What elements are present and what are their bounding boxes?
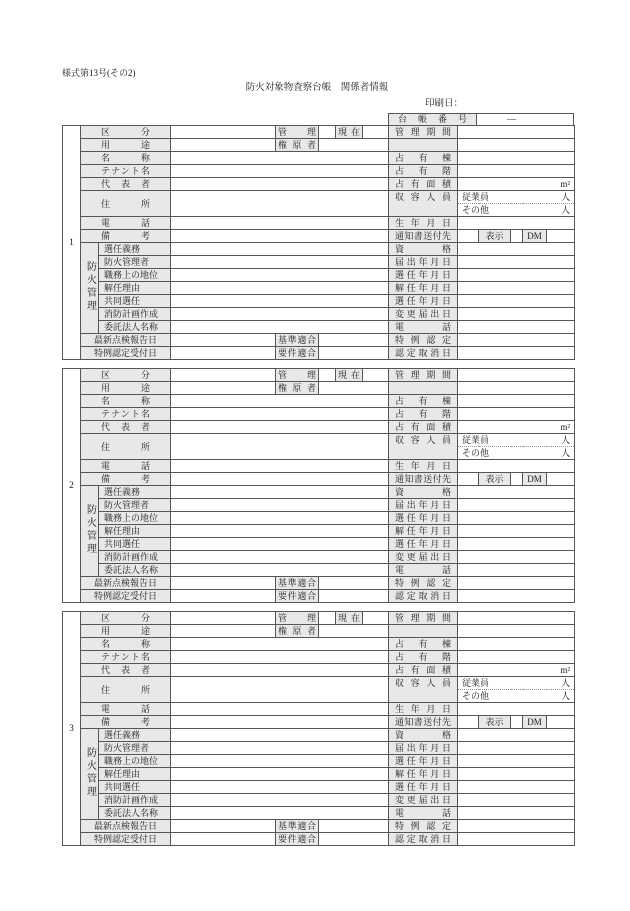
- fire-prevention-management-group: [81, 243, 99, 334]
- block-number: 3: [63, 612, 81, 846]
- others-label: その他: [462, 205, 490, 215]
- remarks-value: [171, 716, 389, 729]
- management-label: 管 理: [276, 612, 319, 625]
- phone-value: [171, 460, 389, 473]
- dismissal-reason-value: [171, 525, 389, 538]
- name-value: [171, 638, 389, 651]
- dismissal-reason-value: [171, 282, 389, 295]
- contractor-phone-value: [458, 807, 575, 820]
- dm-label: DM: [523, 230, 547, 243]
- change-notification-date-label: 変更届出日: [389, 308, 458, 321]
- dismissal-reason-label: 解任理由: [99, 525, 171, 538]
- party-block: [62, 368, 575, 603]
- display-label: 表示: [479, 473, 511, 486]
- party-blocks: [62, 125, 574, 854]
- dm-value: [547, 230, 575, 243]
- management-label: 管 理: [276, 126, 319, 139]
- joint-appointment-date-value: [458, 295, 575, 308]
- blank-value: [458, 139, 575, 152]
- dm-value: [547, 716, 575, 729]
- occupied-area-label: 占 有 面 積: [389, 664, 458, 677]
- fire-plan-creation-label: 消防計画作成: [99, 794, 171, 807]
- contractor-name-label: 委託法人名称: [99, 321, 171, 334]
- person-unit: 人: [561, 192, 571, 202]
- representative-label: 代 表 者: [81, 178, 171, 191]
- display-value: [511, 716, 523, 729]
- contractor-phone-label: 電 話: [389, 321, 458, 334]
- fire-prevention-management-label: 防火管理: [84, 746, 96, 799]
- qualification-label: 資 格: [389, 729, 458, 742]
- joint-appointment-label: 共同選任: [99, 781, 171, 794]
- area-unit: m²: [560, 665, 571, 675]
- qualification-label: 資 格: [389, 486, 458, 499]
- appointment-date-label: 選任年月日: [389, 512, 458, 525]
- capacity-others-value: [458, 690, 575, 703]
- fire-prevention-manager-label: 防火管理者: [99, 256, 171, 269]
- use-value: [171, 139, 276, 152]
- name-label: 名 称: [81, 395, 171, 408]
- tenant-name-label: テナント名: [81, 408, 171, 421]
- tenant-name-label: テナント名: [81, 651, 171, 664]
- cert-revocation-date-label: 認定取消日: [389, 833, 458, 846]
- dm-label: DM: [523, 473, 547, 486]
- remarks-label: 備 考: [81, 473, 171, 486]
- use-value: [171, 625, 276, 638]
- capacity-label: 収 容 人 員: [389, 191, 458, 217]
- change-notification-date-value: [458, 308, 575, 321]
- latest-inspection-date-label: 最新点検報告日: [81, 334, 171, 347]
- job-position-value: [171, 755, 389, 768]
- tenant-name-value: [171, 165, 389, 178]
- occupied-building-label: 占 有 棟: [389, 638, 458, 651]
- appointment-date-label: 選任年月日: [389, 269, 458, 282]
- display-value: [511, 473, 523, 486]
- qualification-value: [458, 486, 575, 499]
- contractor-name-value: [171, 564, 389, 577]
- category-label: 区 分: [81, 612, 171, 625]
- address-value: [171, 434, 389, 460]
- current-value: [363, 126, 389, 139]
- special-certification-value: [458, 820, 575, 833]
- notice-destination-label: 通知書送付先: [389, 230, 458, 243]
- use-label: 用 途: [81, 382, 171, 395]
- appointment-duty-value: [171, 243, 389, 256]
- fire-prevention-manager-value: [171, 742, 389, 755]
- latest-inspection-date-value: [171, 820, 276, 833]
- blank-value: [458, 625, 575, 638]
- ledger-number-value: —: [477, 114, 574, 126]
- others-label: その他: [462, 691, 490, 701]
- phone-label: 電 話: [81, 460, 171, 473]
- latest-inspection-date-label: 最新点検報告日: [81, 577, 171, 590]
- appointment-date-value: [458, 512, 575, 525]
- joint-appointment-value: [171, 295, 389, 308]
- address-label: 住 所: [81, 434, 171, 460]
- fire-prevention-manager-value: [171, 499, 389, 512]
- dismissal-date-value: [458, 525, 575, 538]
- display-label: 表示: [479, 230, 511, 243]
- title-holder-label: 権原者: [276, 625, 319, 638]
- current-label: 現在: [336, 369, 363, 382]
- dismissal-reason-label: 解任理由: [99, 768, 171, 781]
- joint-appointment-label: 共同選任: [99, 295, 171, 308]
- area-unit: m²: [560, 422, 571, 432]
- special-certification-label: 特 例 認 定: [389, 334, 458, 347]
- occupied-area-label: 占 有 面 積: [389, 421, 458, 434]
- dm-label: DM: [523, 716, 547, 729]
- cert-revocation-date-value: [458, 833, 575, 846]
- capacity-employees-value: [458, 191, 575, 204]
- birth-date-value: [458, 460, 575, 473]
- qualification-value: [458, 729, 575, 742]
- occupied-building-label: 占 有 棟: [389, 395, 458, 408]
- appointment-duty-label: 選任義務: [99, 243, 171, 256]
- management-value: [319, 612, 336, 625]
- person-unit: 人: [561, 678, 571, 688]
- current-label: 現在: [336, 126, 363, 139]
- special-certification-value: [458, 577, 575, 590]
- contractor-phone-label: 電 話: [389, 564, 458, 577]
- person-unit: 人: [561, 435, 571, 445]
- cert-revocation-date-label: 認定取消日: [389, 590, 458, 603]
- tenant-name-value: [171, 408, 389, 421]
- blank-value: [458, 382, 575, 395]
- notification-date-label: 届出年月日: [389, 256, 458, 269]
- special-cert-receipt-date-label: 特例認定受付日: [81, 590, 171, 603]
- display-label: 表示: [479, 716, 511, 729]
- capacity-others-value: [458, 204, 575, 217]
- occupied-floor-label: 占 有 階: [389, 651, 458, 664]
- special-cert-receipt-date-value: [171, 347, 276, 360]
- management-label: 管 理: [276, 369, 319, 382]
- title-holder-value: [319, 139, 389, 152]
- name-value: [171, 152, 389, 165]
- contractor-name-value: [171, 321, 389, 334]
- special-cert-receipt-date-value: [171, 590, 276, 603]
- title-holder-label: 権原者: [276, 139, 319, 152]
- latest-inspection-date-value: [171, 577, 276, 590]
- standard-compliance-value: [319, 334, 389, 347]
- blank-label: [389, 625, 458, 638]
- management-period-value: [458, 369, 575, 382]
- notification-date-value: [458, 742, 575, 755]
- management-period-label: 管 理 期 間: [389, 369, 458, 382]
- blank-label: [389, 382, 458, 395]
- birth-date-label: 生 年 月 日: [389, 703, 458, 716]
- occupied-building-label: 占 有 棟: [389, 152, 458, 165]
- special-cert-receipt-date-value: [171, 833, 276, 846]
- phone-value: [171, 703, 389, 716]
- print-date-label: 印刷日：: [425, 99, 464, 109]
- notification-date-label: 届出年月日: [389, 742, 458, 755]
- address-label: 住 所: [81, 191, 171, 217]
- qualification-label: 資 格: [389, 243, 458, 256]
- name-value: [171, 395, 389, 408]
- representative-label: 代 表 者: [81, 421, 171, 434]
- person-unit: 人: [561, 205, 571, 215]
- notice-destination-value: [458, 716, 479, 729]
- change-notification-date-label: 変更届出日: [389, 794, 458, 807]
- management-value: [319, 126, 336, 139]
- use-value: [171, 382, 276, 395]
- latest-inspection-date-label: 最新点検報告日: [81, 820, 171, 833]
- occupied-building-value: [458, 395, 575, 408]
- birth-date-value: [458, 217, 575, 230]
- page-title: 防火対象物査察台帳 関係者情報: [245, 83, 389, 93]
- joint-appointment-date-value: [458, 781, 575, 794]
- party-block: [62, 125, 575, 360]
- special-certification-label: 特 例 認 定: [389, 820, 458, 833]
- appointment-date-label: 選任年月日: [389, 755, 458, 768]
- management-value: [319, 369, 336, 382]
- blank-label: [389, 139, 458, 152]
- fire-plan-creation-value: [171, 308, 389, 321]
- dismissal-reason-value: [171, 768, 389, 781]
- dismissal-date-label: 解任年月日: [389, 525, 458, 538]
- form-number: 様式第13号(その2): [62, 68, 136, 78]
- occupied-building-value: [458, 152, 575, 165]
- category-label: 区 分: [81, 369, 171, 382]
- capacity-label: 収 容 人 員: [389, 434, 458, 460]
- title-holder-label: 権原者: [276, 382, 319, 395]
- employees-label: 従業員: [462, 435, 490, 445]
- management-period-label: 管 理 期 間: [389, 126, 458, 139]
- title-holder-value: [319, 382, 389, 395]
- joint-appointment-date-label: 選任年月日: [389, 538, 458, 551]
- block-number: 1: [63, 126, 81, 360]
- capacity-employees-value: [458, 677, 575, 690]
- fire-plan-creation-value: [171, 794, 389, 807]
- capacity-others-value: [458, 447, 575, 460]
- standard-compliance-label: 基準適合: [276, 577, 319, 590]
- standard-compliance-label: 基準適合: [276, 820, 319, 833]
- contractor-phone-value: [458, 321, 575, 334]
- category-value: [171, 369, 276, 382]
- appointment-date-value: [458, 269, 575, 282]
- phone-label: 電 話: [81, 217, 171, 230]
- area-unit: m²: [560, 179, 571, 189]
- remarks-value: [171, 230, 389, 243]
- requirement-compliance-label: 要件適合: [276, 590, 319, 603]
- special-cert-receipt-date-label: 特例認定受付日: [81, 347, 171, 360]
- fire-prevention-management-label: 防火管理: [84, 260, 96, 313]
- contractor-name-value: [171, 807, 389, 820]
- fire-prevention-management-label: 防火管理: [84, 503, 96, 556]
- management-period-value: [458, 612, 575, 625]
- occupied-area-value: [458, 421, 575, 434]
- category-value: [171, 612, 276, 625]
- fire-prevention-management-group: [81, 486, 99, 577]
- capacity-label: 収 容 人 員: [389, 677, 458, 703]
- dismissal-date-value: [458, 282, 575, 295]
- special-certification-value: [458, 334, 575, 347]
- party-block: [62, 611, 575, 846]
- change-notification-date-value: [458, 551, 575, 564]
- ledger-number-label: 台帳番号: [389, 114, 477, 126]
- job-position-label: 職務上の地位: [99, 512, 171, 525]
- notice-destination-value: [458, 230, 479, 243]
- requirement-compliance-value: [319, 590, 389, 603]
- dismissal-date-value: [458, 768, 575, 781]
- appointment-duty-value: [171, 486, 389, 499]
- category-value: [171, 126, 276, 139]
- occupied-floor-label: 占 有 階: [389, 408, 458, 421]
- dm-value: [547, 473, 575, 486]
- current-label: 現在: [336, 612, 363, 625]
- change-notification-date-label: 変更届出日: [389, 551, 458, 564]
- notification-date-value: [458, 499, 575, 512]
- display-value: [511, 230, 523, 243]
- notification-date-value: [458, 256, 575, 269]
- employees-label: 従業員: [462, 678, 490, 688]
- contractor-phone-value: [458, 564, 575, 577]
- remarks-value: [171, 473, 389, 486]
- standard-compliance-value: [319, 820, 389, 833]
- notice-destination-label: 通知書送付先: [389, 473, 458, 486]
- representative-value: [171, 664, 389, 677]
- special-cert-receipt-date-label: 特例認定受付日: [81, 833, 171, 846]
- fire-plan-creation-label: 消防計画作成: [99, 308, 171, 321]
- occupied-building-value: [458, 638, 575, 651]
- latest-inspection-date-value: [171, 334, 276, 347]
- representative-value: [171, 421, 389, 434]
- requirement-compliance-value: [319, 833, 389, 846]
- fire-plan-creation-label: 消防計画作成: [99, 551, 171, 564]
- fire-prevention-manager-value: [171, 256, 389, 269]
- appointment-duty-value: [171, 729, 389, 742]
- dismissal-reason-label: 解任理由: [99, 282, 171, 295]
- change-notification-date-value: [458, 794, 575, 807]
- birth-date-value: [458, 703, 575, 716]
- contractor-name-label: 委託法人名称: [99, 807, 171, 820]
- occupied-floor-value: [458, 408, 575, 421]
- others-label: その他: [462, 448, 490, 458]
- occupied-floor-value: [458, 651, 575, 664]
- requirement-compliance-label: 要件適合: [276, 833, 319, 846]
- contractor-name-label: 委託法人名称: [99, 564, 171, 577]
- qualification-value: [458, 243, 575, 256]
- notice-destination-value: [458, 473, 479, 486]
- employees-label: 従業員: [462, 192, 490, 202]
- job-position-value: [171, 269, 389, 282]
- special-certification-label: 特 例 認 定: [389, 577, 458, 590]
- occupied-floor-label: 占 有 階: [389, 165, 458, 178]
- cert-revocation-date-value: [458, 590, 575, 603]
- joint-appointment-value: [171, 538, 389, 551]
- joint-appointment-date-label: 選任年月日: [389, 781, 458, 794]
- title-holder-value: [319, 625, 389, 638]
- job-position-label: 職務上の地位: [99, 269, 171, 282]
- appointment-duty-label: 選任義務: [99, 729, 171, 742]
- person-unit: 人: [561, 691, 571, 701]
- representative-label: 代 表 者: [81, 664, 171, 677]
- remarks-label: 備 考: [81, 716, 171, 729]
- representative-value: [171, 178, 389, 191]
- address-value: [171, 191, 389, 217]
- occupied-floor-value: [458, 165, 575, 178]
- current-value: [363, 369, 389, 382]
- cert-revocation-date-label: 認定取消日: [389, 347, 458, 360]
- phone-label: 電 話: [81, 703, 171, 716]
- joint-appointment-date-value: [458, 538, 575, 551]
- tenant-name-value: [171, 651, 389, 664]
- standard-compliance-label: 基準適合: [276, 334, 319, 347]
- standard-compliance-value: [319, 577, 389, 590]
- occupied-area-value: [458, 664, 575, 677]
- current-value: [363, 612, 389, 625]
- appointment-duty-label: 選任義務: [99, 486, 171, 499]
- name-label: 名 称: [81, 638, 171, 651]
- joint-appointment-label: 共同選任: [99, 538, 171, 551]
- joint-appointment-value: [171, 781, 389, 794]
- notification-date-label: 届出年月日: [389, 499, 458, 512]
- job-position-value: [171, 512, 389, 525]
- fire-prevention-management-group: [81, 729, 99, 820]
- dismissal-date-label: 解任年月日: [389, 768, 458, 781]
- requirement-compliance-value: [319, 347, 389, 360]
- name-label: 名 称: [81, 152, 171, 165]
- occupied-area-value: [458, 178, 575, 191]
- occupied-area-label: 占 有 面 積: [389, 178, 458, 191]
- appointment-date-value: [458, 755, 575, 768]
- contractor-phone-label: 電 話: [389, 807, 458, 820]
- birth-date-label: 生 年 月 日: [389, 460, 458, 473]
- notice-destination-label: 通知書送付先: [389, 716, 458, 729]
- block-number: 2: [63, 369, 81, 603]
- tenant-name-label: テナント名: [81, 165, 171, 178]
- category-label: 区 分: [81, 126, 171, 139]
- management-period-value: [458, 126, 575, 139]
- fire-prevention-manager-label: 防火管理者: [99, 742, 171, 755]
- job-position-label: 職務上の地位: [99, 755, 171, 768]
- remarks-label: 備 考: [81, 230, 171, 243]
- dismissal-date-label: 解任年月日: [389, 282, 458, 295]
- person-unit: 人: [561, 448, 571, 458]
- cert-revocation-date-value: [458, 347, 575, 360]
- joint-appointment-date-label: 選任年月日: [389, 295, 458, 308]
- management-period-label: 管 理 期 間: [389, 612, 458, 625]
- fire-plan-creation-value: [171, 551, 389, 564]
- phone-value: [171, 217, 389, 230]
- address-label: 住 所: [81, 677, 171, 703]
- requirement-compliance-label: 要件適合: [276, 347, 319, 360]
- birth-date-label: 生 年 月 日: [389, 217, 458, 230]
- address-value: [171, 677, 389, 703]
- use-label: 用 途: [81, 625, 171, 638]
- capacity-employees-value: [458, 434, 575, 447]
- fire-prevention-manager-label: 防火管理者: [99, 499, 171, 512]
- use-label: 用 途: [81, 139, 171, 152]
